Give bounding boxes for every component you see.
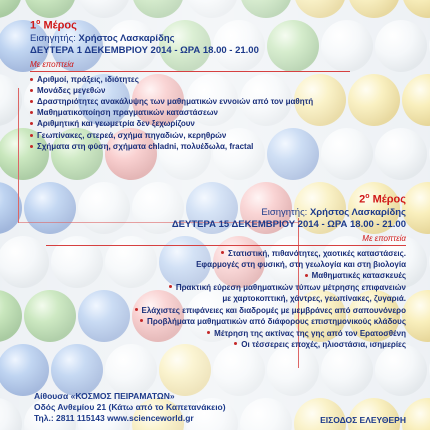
part-one-topic-list — [30, 74, 350, 152]
part-one-subheading: Με εποπτεία — [30, 59, 74, 69]
list-item: Μέτρηση της ακτίνας της γης από τον Ερατοσθένη — [46, 328, 406, 339]
list-item: Γεωπίνακες, στερεά, σχήμα πηγαδιών, κερηθρών — [30, 130, 350, 141]
list-item: Δραστηριότητες ανακάλυψης των μαθηματικών εννοιών από τον μαθητή — [30, 96, 350, 107]
part-one-divider — [30, 71, 350, 72]
part-two-divider — [46, 245, 406, 246]
part-two-section — [46, 190, 406, 350]
part-one-speaker: Εισηγητής: Χρήστος Λασκαρίδης — [30, 32, 175, 44]
venue-info — [34, 391, 226, 424]
list-item: Μαθηματικοποίηση πραγματικών καταστάσεων — [30, 107, 350, 118]
venue-address: Οδός Ανθεμίου 21 (Κάτω από το Καπετανάκειο) — [34, 402, 226, 412]
list-item: Στατιστική, πιθανότητες, χαοτικές καταστάσεις. — [46, 248, 406, 259]
list-item: Εφαρμογές στη φυσική, στη γεωλογία και στη βιολογία — [196, 260, 406, 270]
list-item: με χαρτοκοπτική, χάντρες, γεωπίνακες, ζυγαριά. — [222, 294, 406, 304]
list-item: Πρακτική εύρεση μαθηματικών τύπων μέτρησης επιφανειών — [46, 282, 406, 293]
part-one-title: $1^o$ Μέρος — [30, 19, 77, 32]
part-one-section — [30, 16, 350, 152]
list-item: Σχήματα στη φύση, σχήματα chladni, πολυέδωλα, fractal — [30, 141, 350, 152]
list-item: Προβλήματα μαθηματικών από διάφορους επιστημονικούς κλάδους — [46, 316, 406, 327]
venue-name: Αίθουσα «ΚΟΣΜΟΣ ΠΕΙΡΑΜΑΤΩΝ» — [34, 391, 175, 401]
list-item: Μαθηματικές κατασκευές — [46, 270, 406, 281]
list-item: Οι τέσσερεις εποχές, ηλιοστάσια, ισημερίες — [46, 339, 406, 350]
part-two-title: $2^o$ Μέρος — [359, 193, 406, 206]
part-two-topic-list — [46, 248, 406, 351]
list-item: Αριθμητική και γεωμετρία δεν ξεχωρίζουν — [30, 118, 350, 129]
list-item: Αριθμοί, πράξεις, ιδιότητες — [30, 74, 350, 85]
free-entry-note: ΕΙΣΟΔΟΣ ΕΛΕΥΘΕΡΗ — [320, 415, 406, 425]
part-one-date: ΔΕΥΤΕΡΑ 1 ΔΕΚΕΜΒΡΙΟΥ 2014 - ΩΡΑ 18.00 - 21.00 — [30, 44, 259, 56]
part-two-subheading: Με εποπτεία — [362, 233, 406, 243]
venue-contact: Τηλ.: 2811 115143 www.scienceworld.gr — [34, 413, 194, 423]
list-item: Ελάχιστες επιφάνειες και διαδρομές με μεμβράνες από σαπουνόνερο — [46, 305, 406, 316]
part-two-date: ΔΕΥΤΕΡΑ 15 ΔΕΚΕΜΒΡΙΟΥ 2014 - ΩΡΑ 18.00 - 21.00 — [171, 218, 406, 230]
list-item: Μονάδες μεγεθών — [30, 85, 350, 96]
part-two-speaker: Εισηγητής: Χρήστος Λασκαρίδης — [261, 206, 406, 218]
